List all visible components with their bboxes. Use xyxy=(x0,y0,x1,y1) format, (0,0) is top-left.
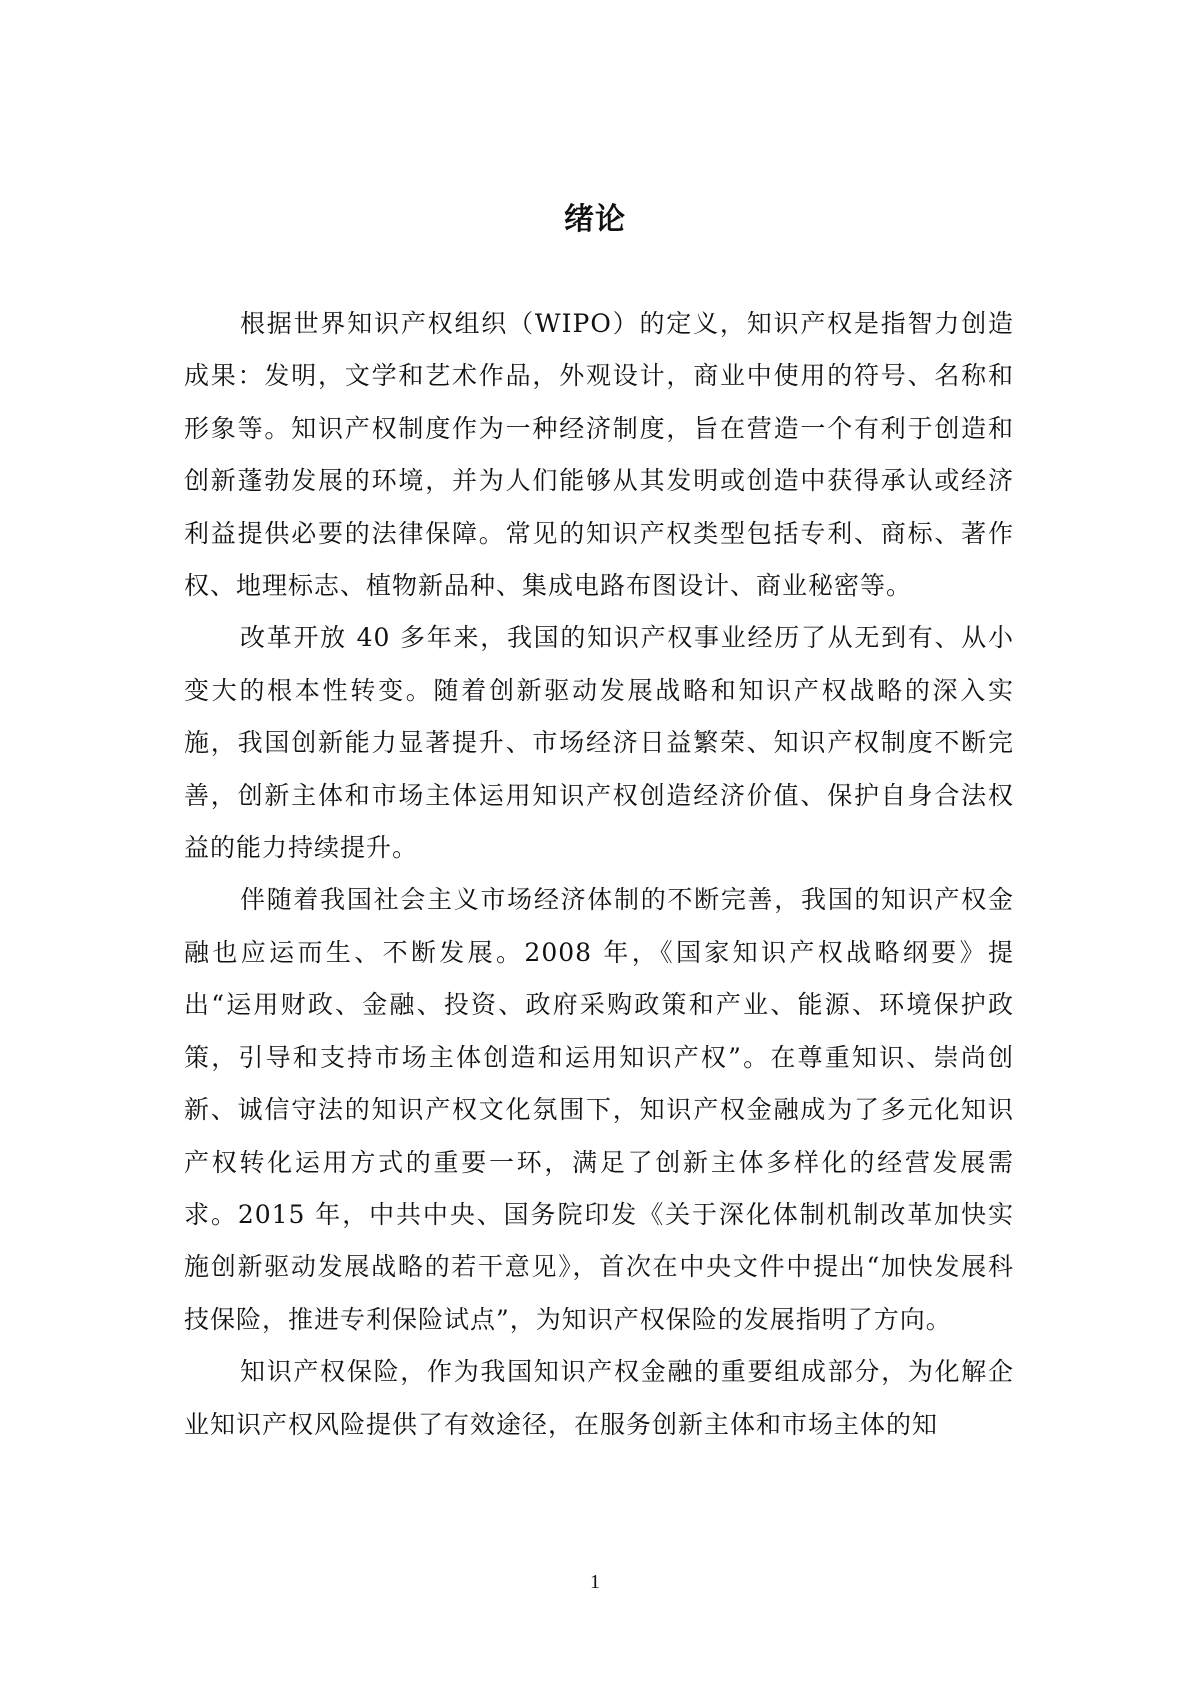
document-body xyxy=(184,298,1014,1451)
paragraph-4: 知识产权保险，作为我国知识产权金融的重要组成部分，为化解企业知识产权风险提供了有效途径，在服务创新主体和市场主体的知 xyxy=(184,1357,1014,1439)
paragraph-2: 改革开放 40 多年来，我国的知识产权事业经历了从无到有、从小变大的根本性转变。随着创新驱动发展战略和知识产权战略的深入实施，我国创新能力显著提升、市场经济日益繁荣、知识产权制度不断完善，创新主体和市场主体运用知识产权创造经济价值、保护自身合法权益的能力持续提升。 xyxy=(184,623,1014,863)
page-title: 绪论 xyxy=(564,202,626,238)
paragraph-1: 根据世界知识产权组织（WIPO）的定义，知识产权是指智力创造成果：发明，文学和艺术作品，外观设计，商业中使用的符号、名称和形象等。知识产权制度作为一种经济制度，旨在营造一个有利于创造和创新蓬勃发展的环境，并为人们能够从其发明或创造中获得承认或经济利益提供必要的法律保障。常见的知识产权类型包括专利、商标、著作权、地理标志、植物新品种、集成电路布图设计、商业秘密等。 xyxy=(184,309,1014,601)
paragraph-3: 伴随着我国社会主义市场经济体制的不断完善，我国的知识产权金融也应运而生、不断发展。2008 年，《国家知识产权战略纲要》提出“运用财政、金融、投资、政府采购政策和产业、能源、环境保护政策，引导和支持市场主体创造和运用知识产权”。在尊重知识、崇尚创新、诚信守法的知识产权文化氛围下，知识产权金融成为了多元化知识产权转化运用方式的重要一环，满足了创新主体多样化的经营发展需求。2015 年，中共中央、国务院印发《关于深化体制机制改革加快实施创新驱动发展战略的若干意见》，首次在中央文件中提出“加快发展科技保险，推进专利保险试点”，为知识产权保险的发展指明了方向。 xyxy=(184,885,1014,1334)
page-number: 1 xyxy=(590,1571,600,1593)
